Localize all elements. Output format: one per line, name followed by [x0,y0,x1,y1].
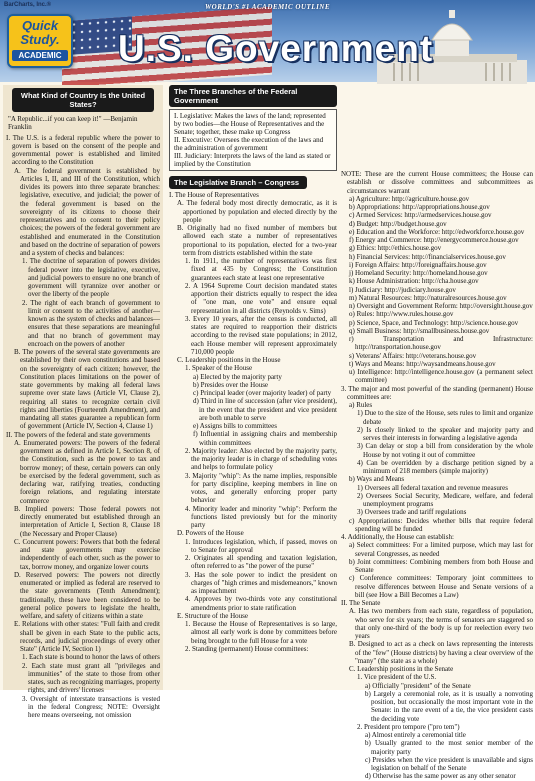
house-outline [169,191,337,653]
outline-line: 1) Oversees all federal taxation and revenue measures [357,483,509,492]
outline-line: r) Transportation and Infrastructure: http://transportation.house.gov [349,335,533,352]
outline-line: A. The federal government is established by Articles I, II, and III of the Constitution, which divides its powers into three separate branches: legislative, executive, and judicial; the power of the federal government is based on the sovereignty of its citizens to choose their representatives and to consent to their policy choices; the powers of the federal government are established and enumerated in the Constitution and based on the doctrine of separation of powers and a system of checks and balances: [14,166,160,257]
outline-line: l) Judiciary: http://judiciary.house.gov [349,285,456,294]
outline-line: B. The powers of the several state governments are established by their own constitutions and based on the sovereignty of each citizen; however, the Constitution places limitations on the power of state governments by making all federal laws supreme over state laws (Article VI, Clause 2), requiring all states to recognize certain civil rights and liberties (Fourteenth Amendment), and mandating all states guarantee a republican form of government (Article IV, Section 4, Clause 1) [14,348,160,431]
outline-line: u) Intelligence: http://intelligence.house.gov (a permanent select committee) [349,368,533,385]
outline-line: 3. Every 10 years, after the census is conducted, all states are required to reapportion their districts according to the revised state populations; in 2012, each House member will represent approximately 710,000 people [185,314,337,356]
logo-academic-text: ACADEMIC [12,50,68,61]
outline-line: 1. In 1911, the number of representatives was first fixed at 435 by Congress; the Constitution guarantees each state at least one representative [185,257,337,282]
quickstudy-logo [7,14,73,68]
outline-line: A. Enumerated powers: The powers of the federal government as defined in Article I, Section 8, of the Constitution, such as the power to tax and borrow money; of these, certain powers can only be exercised by the federal government, such as declaring war, ratifying treaties, conducting foreign relations, and regulating interstate commerce [14,438,160,505]
outline-line: C. Leadership positions in the Senate [349,665,454,673]
outline-line: 4) Can be overridden by a discharge petition signed by a minimum of 218 members (simple majority) [357,458,533,475]
outline-line: c) Appropriations: Decides whether bills that require federal spending will be funded [349,516,533,533]
outline-line: 3. Oversight of interstate transactions is vested in the federal Congress; NOTE: Oversight here means overseeing, not omission [22,694,160,719]
outline-line: a) Rules [349,401,373,409]
outline-line: 3. The major and most powerful of the standing (permanent) House committees are: [341,384,533,401]
outline-line: n) Oversight and Government Reform: http://oversight.house.gov [349,302,533,310]
franklin-quote: "A Republic...if you can keep it!" —Benjamin Franklin [8,115,138,132]
outline-line: h) Financial Services: http://financialservices.house.gov [349,252,506,261]
committees-senate-outline [341,170,533,781]
outline-line: 2. President pro tempore ("pro tem") [357,722,460,731]
outline-line: a) Almost entirely a ceremonial title [365,731,466,739]
column-country-type [3,85,163,719]
publisher-brand: BarCharts, Inc.® [4,2,52,8]
page-title: U.S. Government [118,28,434,69]
outline-line: f) Influential in assigning chairs and membership within committees [193,430,337,447]
outline-line: b) Joint committees: Combining members from both House and Senate [349,557,533,574]
outline-line: b) Largely a ceremonial role, as it is usually a nonvoting position, but occasionally the most important vote in the Senate: in the rare event of a tie, the vice president casts the deciding vote [365,689,533,723]
outline-line: I. The U.S. is a federal republic where the power to govern is based on the consent of the people and governmental power is established and limited according to the Constitution [6,133,160,167]
outline-line: k) House Administration: http://cha.house.gov [349,277,479,286]
outline-line: 1. Vice president of the U.S. [357,673,437,682]
outline-line: o) Rules: http://www.rules.house.gov [349,310,454,319]
outline-line: 3. Has the sole power to indict the president on charges of "high crimes and misdemeanors," known as impeachment [185,570,337,595]
section-heading-country: What Kind of Country Is the United States? [12,88,154,112]
outline-line: 4. Additionally, the House can establish: [341,533,454,541]
outline-line: 3) Can delay or stop a bill from consideration by the whole House by not voting it out of committee [357,442,533,459]
header-banner [0,0,535,82]
outline-line: D. Powers of the House [177,529,244,538]
outline-line: c) Principal leader (over majority leader) of party [193,389,332,397]
outline-line: t) Ways and Means: http://waysandmeans.house.gov [349,359,496,368]
outline-line: 1) Due to the size of the House, sets rules to limit and organize debate [357,409,533,426]
outline-line: j) Homeland Security: http://homeland.house.gov [349,269,488,277]
outline-line: B. Implied powers: Those federal powers not directly enumerated but established through an interpretation of Article I, Section 8, Clause 18 (the Necessary and Proper Clause) [14,504,160,538]
outline-line: b) Ways and Means [349,475,405,484]
column-committees-senate [341,170,533,781]
outline-line: 2. Standing (permanent) House committees: [185,644,309,653]
outline-line: NOTE: These are the current House committees; the House can establish or dissolve committees and subcommittees as circumstances warrant [341,170,533,195]
outline-line: g) Ethics: http://ethics.house.gov [349,244,442,253]
outline-line: C. Concurrent powers: Powers that both the federal and state governments may exercise independently of each other, such as the power to tax, borrow money, and organize lower courts [14,537,160,571]
outline-line: 1. Introduces legislation, which, if passed, moves on to Senate for approval [185,537,337,554]
tagline: WORLD'S #1 ACADEMIC OUTLINE [204,3,331,11]
column-legislative [169,85,337,690]
outline-line: e) Education and the Workforce: http://edworkforce.house.gov [349,227,525,236]
outline-line: II. The powers of the federal and state governments [6,430,151,439]
outline-line: 4. Approves by two-thirds vote any constitutional amendments prior to state ratification [185,595,337,612]
logo-quick-text: Quick [21,18,59,33]
outline-line: B. Designed to act as a check on laws representing the interests of the "few" (House districts) by having a clear overview of the "many" (the state as a whole) [349,640,533,665]
outline-line: C. Leadership positions in the House [177,356,281,364]
outline-line: 2) Oversees Social Security, Medicare, welfare, and federal unemployment programs [357,491,533,508]
outline-line: 3) Oversees trade and tariff regulations [357,508,467,517]
outline-line: A. Has two members from each state, regardless of population, who serve for six years; the terms of senators are staggered so that only one-third of the body is up for reelection every two years [349,607,533,640]
outline-line: d) Otherwise has the same power as any other senator [365,772,516,781]
outline-line: a) Select committees: For a limited purpose, which may last for several Congresses, as needed [349,541,533,558]
outline-line: 3. Majority "whip": As the name implies, responsible for party discipline, keeping members in line on votes, and generally enforcing proper party behavior [185,471,337,505]
outline-line: c) Presides when the vice president is unavailable and signs legislation on behalf of the Senate [365,755,533,772]
outline-line: 2) Is closely linked to the speaker and majority party and serves their interests in forwarding a legislative agenda [357,425,533,442]
outline-line: II. The Senate [341,599,381,607]
logo-study-text: Study. [20,32,60,47]
outline-line: 2. The right of each branch of government to limit or consent to the activities of another—known as the system of checks and balances—ensures that these separations are meaningful and that no branch of government may encroach on the powers of another [22,298,160,348]
outline-line: b) Usually granted to the most senior member of the majority party [365,739,533,756]
outline-line: 2. Originates all spending and taxation legislation, often referred to as "the power of the purse" [185,554,337,571]
outline-line: b) Presides over the House [193,380,269,389]
branch-judiciary: III. Judiciary: Interprets the laws of the land as stated or implied by the Constitution [174,152,331,168]
section-heading-branches: The Three Branches of the Federal Government [169,85,337,107]
section-heading-legislative: The Legislative Branch – Congress [169,176,307,189]
outline-line: I. The House of Representatives [169,191,259,199]
outline-line: q) Small Business: http://smallbusiness.house.gov [349,326,490,335]
outline-line: c) Conference committees: Temporary joint committees to resolve differences between House and Senate versions of a bill (see How a Bill Becomes a Law) [349,574,533,599]
outline-line: a) Officially "president" of the Senate [365,681,471,690]
outline-line: E. Relations with other states: "Full faith and credit shall be given in each State to the public acts, records, and judicial proceedings of every other State" (Article IV, Section 1) [14,620,160,653]
outline-line: 1. The doctrine of separation of powers divides federal power into the legislative, executive, and judicial powers to ensure no one branch of government will tyrannize over another or over the liberty of the people [22,257,160,299]
outline-line: f) Energy and Commerce: http://energycommerce.house.gov [349,236,519,244]
outline-line: B. Originally had no fixed number of members but allowed each state a number of representatives proportional to its population, elected for a two-year term from districts established within the state [177,224,337,257]
outline-line: 2. A 1964 Supreme Court decision mandated states apportion their districts equally to respect the idea of "one man, one vote" and ensure equal representation in all districts (Reynolds v. Sims) [185,281,337,315]
outline-line: a) Agriculture: http://agriculture.house.gov [349,194,470,203]
outline-line: b) Appropriations: http://appropriations.house.gov [349,203,490,211]
outline-line: 1. Because the House of Representatives is so large, almost all early work is done by committees before being brought to the full House for a vote [185,620,337,645]
outline-line: A. The federal body most directly democratic, as it is apportioned by population and elected directly by the people [177,199,337,224]
outline-line: D. Reserved powers: The powers not directly enumerated or implied as federal are reserved to the state governments (Tenth Amendment); traditionally, these have been considered to be general police powers to legislate the health, welfare, and safety of citizens within a state [14,570,160,620]
outline-line: s) Veterans' Affairs: http://veterans.house.gov [349,351,477,360]
outline-line: 2. Majority leader: Also elected by the majority party, the majority leader is in charge of scheduling votes and helps to formulate policy [185,446,337,472]
branch-legislative: I. Legislative: Makes the laws of the land; represented by two bodies—the House of Representatives and the Senate; together, these make up Congress [174,112,326,136]
outline-line: e) Assigns bills to committees [193,422,277,430]
outline-line: a) Elected by the majority party [193,372,282,381]
branches-box [169,109,337,171]
outline-line: 4. Minority leader and minority "whip": Perform the functions listed previously but for the minority party [185,504,337,529]
outline-line: p) Science, Space, and Technology: http://science.house.gov [349,318,519,327]
branch-executive: II. Executive: Oversees the execution of the laws and the administration of government [174,136,324,152]
outline-line: 1. Speaker of the House [185,364,253,373]
outline-line: E. Structure of the House [177,611,248,620]
outline-line: d) Third in line of succession (after vice president), in the event that the president and vice president are both unable to serve [193,397,337,422]
outline-line: i) Foreign Affairs: http://foreignaffairs.house.gov [349,260,487,269]
outline-line: 2. Each state must grant all "privileges and immunities" of the state to those from other states, such as recognizing marriages, property rights, and drivers' licenses [22,661,160,695]
outline-line: m) Natural Resources: http://naturalresources.house.gov [349,293,507,302]
outline-line: 1. Each state is bound to honor the laws of others [22,653,160,662]
country-outline [6,134,160,720]
outline-line: c) Armed Services: http://armedservices.house.gov [349,211,492,220]
outline-line: d) Budget: http://budget.house.gov [349,219,447,228]
